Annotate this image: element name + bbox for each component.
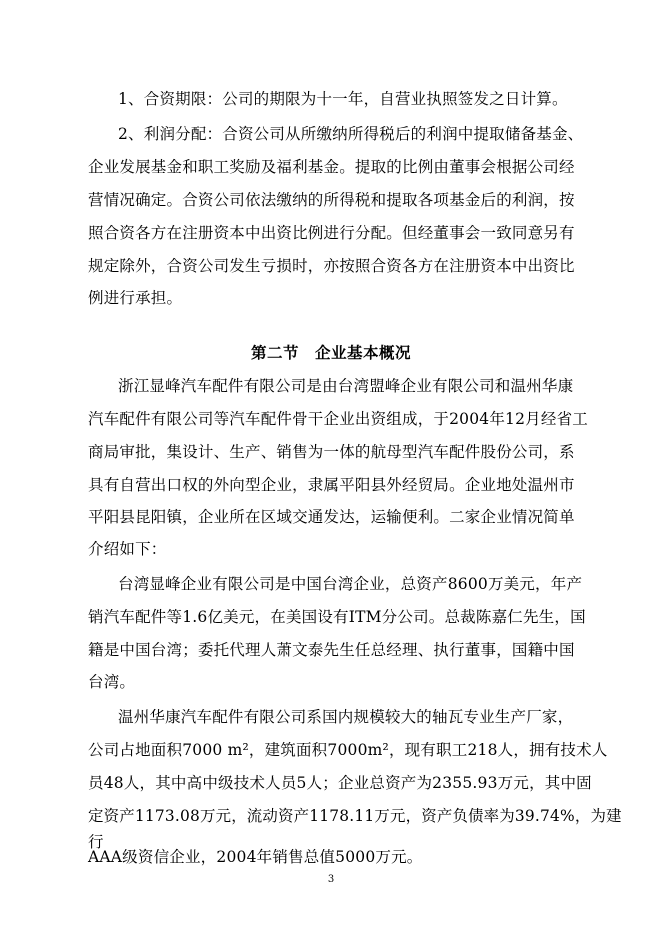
paragraph-2-line-1: 2、利润分配：合资公司从所缴纳所得税后的利润中提取储备基金、	[118, 125, 584, 143]
paragraph-5-line-4: 定资产1173.08万元，流动资产1178.11万元，资产负债率为39.74%，为建	[88, 807, 622, 825]
paragraph-4-line-2: 销汽车配件等1.6亿美元，在美国设有ITM分公司。总裁陈嘉仁先生，国	[88, 608, 586, 626]
paragraph-5-line-1: 温州华康汽车配件有限公司系国内规模较大的轴瓦专业生产厂家，	[118, 708, 574, 726]
paragraph-4-line-1: 台湾显峰企业有限公司是中国台湾企业，总资产8600万美元，年产	[118, 575, 583, 593]
section-heading: 第二节 企业基本概况	[250, 344, 411, 362]
paragraph-5-line-3: 员48人，其中高中级技术人员5人；企业总资产为2355.93万元，其中固	[88, 774, 592, 792]
paragraph-2-line-5: 规定除外，合资公司发生亏损时，亦按照合资各方在注册资本中出资比	[88, 257, 575, 275]
page-number: 3	[327, 874, 335, 885]
paragraph-3-line-3: 商局审批，集设计、生产、销售为一体的航母型汽车配件股份公司，系	[88, 443, 575, 461]
paragraph-2-line-2: 企业发展基金和职工奖励及福利基金。提取的比例由董事会根据公司经	[88, 158, 575, 176]
paragraph-2-line-3: 营情况确定。合资公司依法缴纳的所得税和提取各项基金后的利润，按	[88, 191, 575, 209]
paragraph-4-line-3: 籍是中国台湾；委托代理人萧文泰先生任总经理、执行董事，国籍中国	[88, 641, 575, 659]
paragraph-5-line-5: 行	[88, 833, 104, 851]
paragraph-3-line-2: 汽车配件有限公司等汽车配件骨干企业出资组成，于2004年12月经省工	[88, 410, 588, 428]
paragraph-2-line-6: 例进行承担。	[88, 289, 183, 307]
paragraph-3-line-5: 平阳县昆阳镇，企业所在区域交通发达，运输便利。二家企业情况简单	[88, 508, 575, 526]
paragraph-3-line-1: 浙江显峰汽车配件有限公司是由台湾盟峰企业有限公司和温州华康	[118, 377, 574, 395]
paragraph-1-line-1: 1、合资期限：公司的期限为十一年，自营业执照签发之日计算。	[118, 90, 568, 108]
paragraph-3-line-6: 介绍如下：	[88, 540, 167, 558]
paragraph-5-line-2: 公司占地面积7000 m²，建筑面积7000m²，现有职工218人，拥有技术人	[88, 741, 608, 759]
paragraph-4-line-4: 台湾。	[88, 673, 136, 691]
paragraph-3-line-4: 具有自营出口权的外向型企业，隶属平阳县外经贸局。企业地处温州市	[88, 476, 575, 494]
paragraph-5-line-6: AAA级资信企业，2004年销售总值5000万元。	[88, 848, 423, 866]
paragraph-2-line-4: 照合资各方在注册资本中出资比例进行分配。但经董事会一致同意另有	[88, 224, 575, 242]
